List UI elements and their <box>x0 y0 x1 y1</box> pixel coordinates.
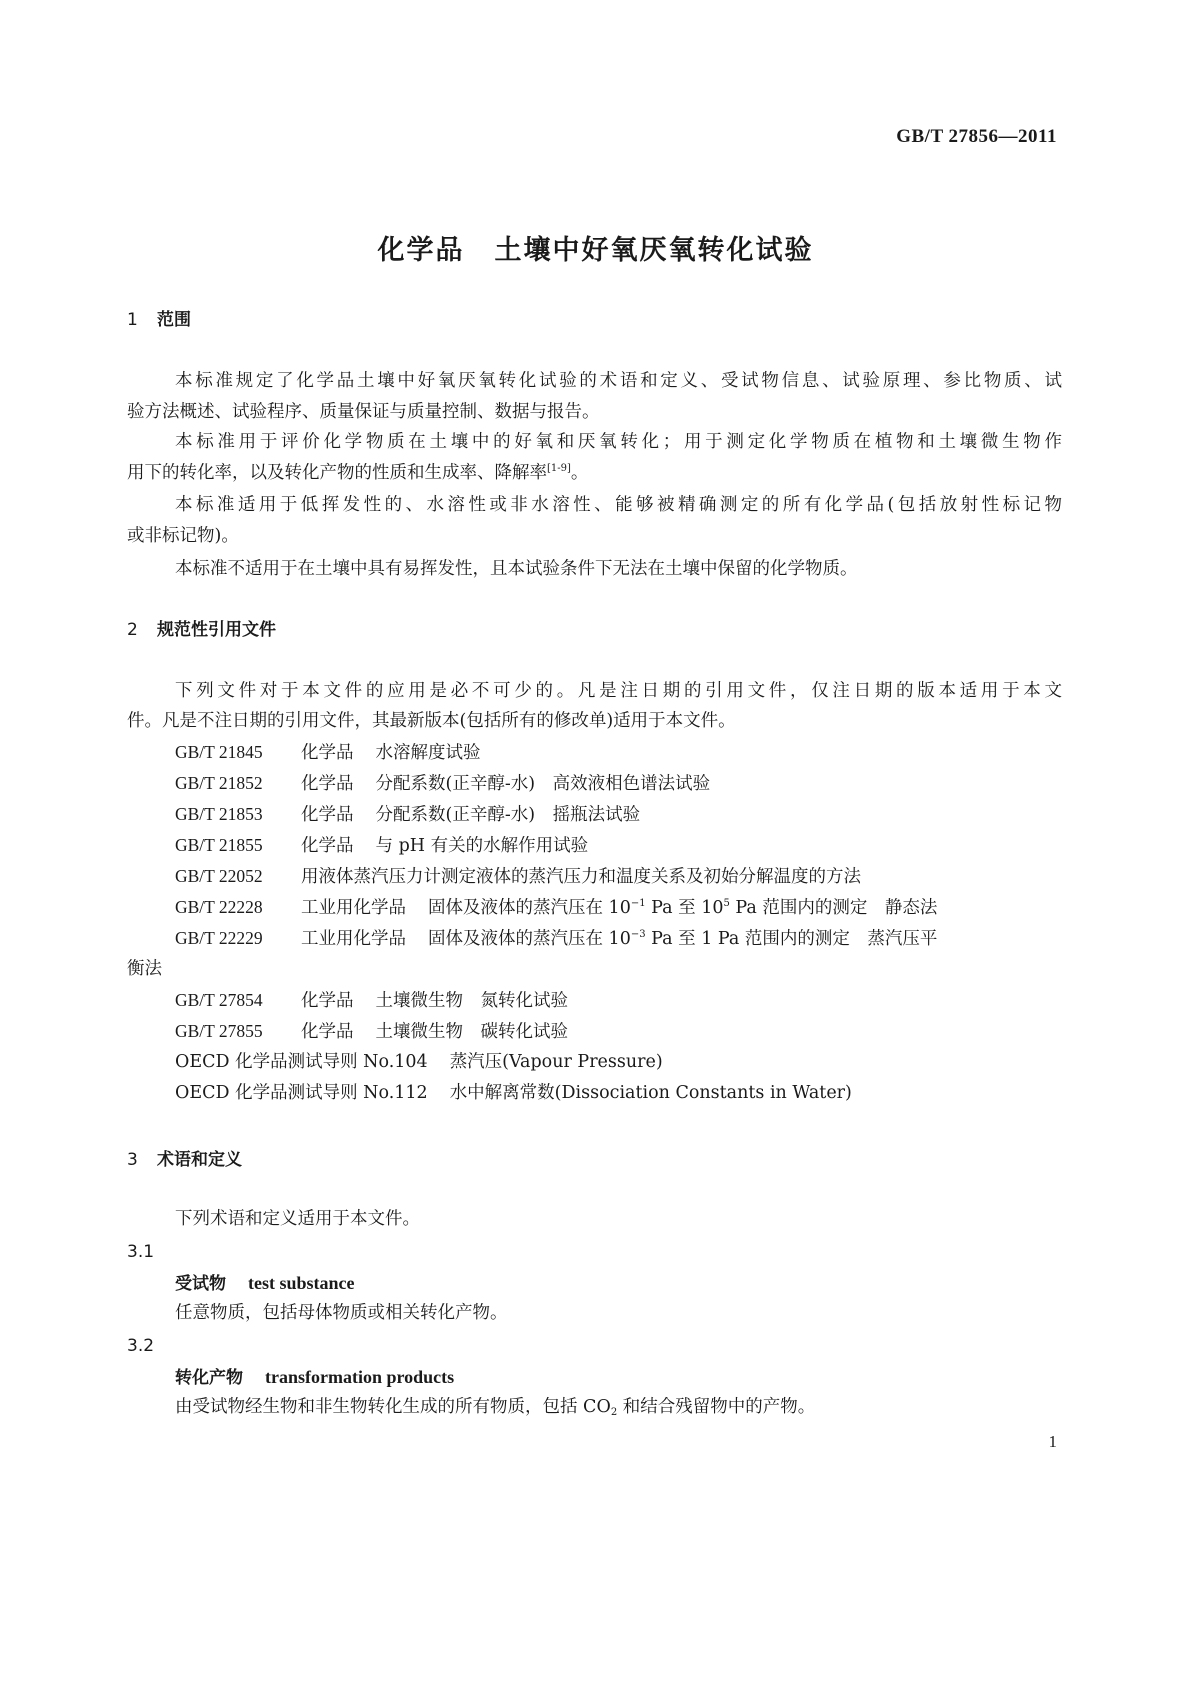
title-part2: 土壤中好氧厌氧转化试验 <box>494 235 814 266</box>
reference-item: GB/T 22229 工业用化学品 固体及液体的蒸汽压在 $10^{-3}$ Pa 至 1 Pa 范围内的测定 蒸汽压平 <box>175 928 938 949</box>
definition-number: 3.1 <box>127 1242 155 1262</box>
document-title <box>0 228 1191 267</box>
reference-item: GB/T 27855 化学品 土壤微生物 碳转化试验 <box>175 1021 568 1042</box>
s1-para4: 本标准不适用于在土壤中具有易挥发性，且本试验条件下无法在土壤中保留的化学物质。 <box>175 559 858 579</box>
reference-item: GB/T 21852 化学品 分配系数(正辛醇-水) 高效液相色谱法试验 <box>175 773 711 794</box>
section-3-heading: 3 术语和定义 <box>127 1150 242 1170</box>
s1-para2-line2: 用下的转化率，以及转化产物的性质和生成率、降解率[1-9]。 <box>127 463 589 483</box>
section-1-heading: 1 范围 <box>127 310 191 330</box>
citation-ref: [1-9] <box>547 463 571 474</box>
reference-item: GB/T 22228 工业用化学品 固体及液体的蒸汽压在 $10^{-1}$ Pa 至 $10^5$ Pa 范围内的测定 静态法 <box>175 897 938 918</box>
definition-term: 转化产物 transformation products <box>175 1367 455 1388</box>
title-part1: 化学品 <box>377 235 465 266</box>
definition-number: 3.2 <box>127 1336 155 1356</box>
reference-item: GB/T 21845 化学品 水溶解度试验 <box>175 742 481 763</box>
s2-para1-line2: 件。凡是不注日期的引用文件，其最新版本(包括所有的修改单)适用于本文件。 <box>127 711 736 731</box>
reference-item: OECD 化学品测试导则 No.112 水中解离常数(Dissociation Constants in Water) <box>175 1083 852 1103</box>
reference-item: GB/T 27854 化学品 土壤微生物 氮转化试验 <box>175 990 568 1011</box>
s1-para3-line2: 或非标记物)。 <box>127 526 239 546</box>
s1-para1-line2: 验方法概述、试验程序、质量保证与质量控制、数据与报告。 <box>127 402 600 422</box>
s3-intro: 下列术语和定义适用于本文件。 <box>175 1209 420 1229</box>
reference-item: GB/T 21855 化学品 与 pH 有关的水解作用试验 <box>175 835 589 856</box>
s1-para2-line1: 本标准用于评价化学物质在土壤中的好氧和厌氧转化；用于测定化学物质在植物和土壤微生物作 <box>175 432 1062 452</box>
s2-para1-line1: 下列文件对于本文件的应用是必不可少的。凡是注日期的引用文件，仅注日期的版本适用于本文 <box>175 681 1062 701</box>
s1-para3-line1: 本标准适用于低挥发性的、水溶性或非水溶性、能够被精确测定的所有化学品(包括放射性标记物 <box>175 495 1062 515</box>
s1-para1-line1: 本标准规定了化学品土壤中好氧厌氧转化试验的术语和定义、受试物信息、试验原理、参比物质、试 <box>175 371 1062 391</box>
definition-term: 受试物 test substance <box>175 1273 355 1294</box>
definition-text: 由受试物经生物和非生物转化生成的所有物质，包括 $CO_2$ 和结合残留物中的产物。 <box>175 1397 816 1418</box>
section-2-heading: 2 规范性引用文件 <box>127 620 276 640</box>
reference-item: GB/T 22052 用液体蒸汽压力计测定液体的蒸汽压力和温度关系及初始分解温度的方法 <box>175 866 861 887</box>
reference-item-continuation: 衡法 <box>127 959 162 979</box>
reference-item: OECD 化学品测试导则 No.104 蒸汽压(Vapour Pressure) <box>175 1052 663 1072</box>
standard-number: GB/T 27856—2011 <box>896 126 1057 147</box>
definition-text: 任意物质，包括母体物质或相关转化产物。 <box>175 1303 508 1323</box>
page-number: 1 <box>1048 1432 1057 1451</box>
reference-item: GB/T 21853 化学品 分配系数(正辛醇-水) 摇瓶法试验 <box>175 804 641 825</box>
